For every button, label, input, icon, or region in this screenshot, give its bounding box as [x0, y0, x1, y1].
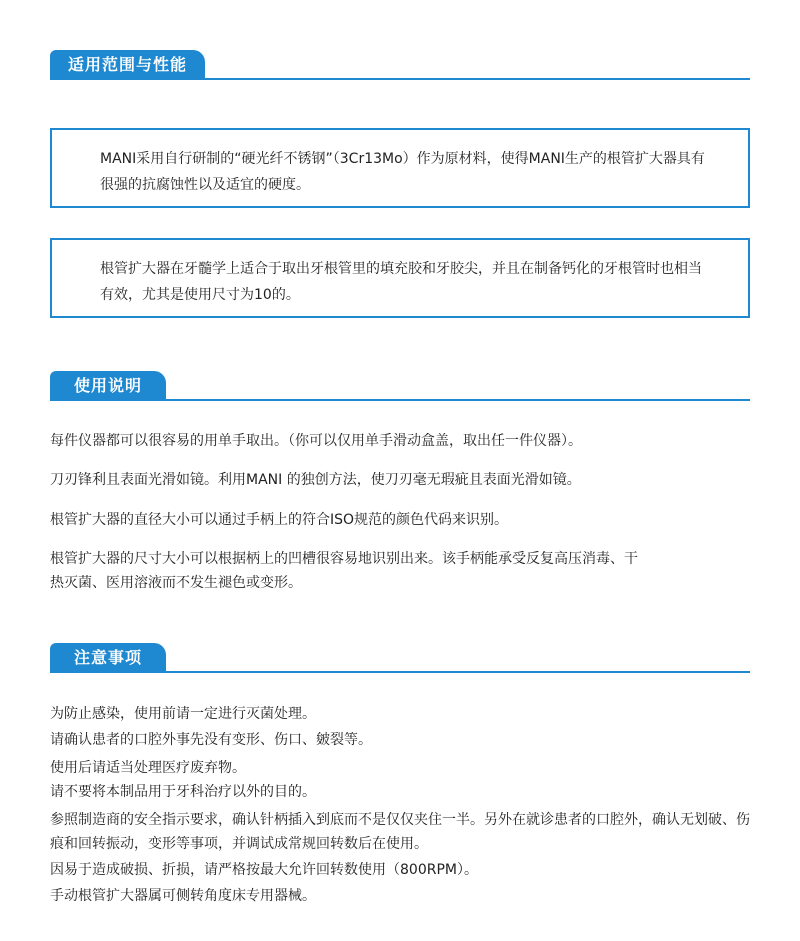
caution-item-7: 手动根管扩大器属可侧转角度床专用器械。: [50, 888, 316, 904]
scope-box-1: [50, 128, 750, 208]
caution-item-4: 请不要将本制品用于牙科治疗以外的目的。: [50, 784, 316, 800]
section-header-cautions: [50, 641, 750, 673]
scope-box-2-text: 根管扩大器在牙髓学上适合于取出牙根管里的填充胶和牙胶尖，并且在制备钙化的牙根管时也相当有效，尤其是使用尺寸为10的。: [100, 261, 702, 303]
caution-item-6: 因易于造成破损、折损，请严格按最大允许回转数使用（800RPM）。: [50, 862, 478, 878]
caution-item-3: 使用后请适当处理医疗废弃物。: [50, 760, 246, 776]
section-title-usage: 使用说明: [50, 371, 166, 401]
usage-item-2: 刀刃锋利且表面光滑如镜。利用MANI 的独创方法，使刀刃毫无瑕疵且表面光滑如镜。: [50, 472, 581, 488]
scope-box-2: [50, 238, 750, 318]
section-title-cautions: 注意事项: [50, 643, 166, 673]
usage-item-1: 每件仪器都可以很容易的用单手取出。（你可以仅用单手滑动盒盖，取出任一件仪器）。: [50, 433, 582, 449]
section-header-usage: [50, 369, 750, 401]
caution-item-1: 为防止感染，使用前请一定进行灭菌处理。: [50, 706, 316, 722]
caution-item-2: 请确认患者的口腔外事先没有变形、伤口、皴裂等。: [50, 732, 372, 748]
caution-item-5: 参照制造商的安全指示要求，确认针柄插入到底而不是仅仅夹住一半。另外在就诊患者的口腔外，确认无划破、伤痕和回转振动，变形等事项，并调试成常规回转数后在使用。: [50, 812, 750, 852]
section-title-scope: 适用范围与性能: [50, 50, 205, 80]
usage-item-3: 根管扩大器的直径大小可以通过手柄上的符合ISO规范的颜色代码来识别。: [50, 512, 509, 528]
section-header-scope: [50, 48, 750, 80]
scope-box-1-text: MANI采用自行研制的“硬光纤不锈钢”（3Cr13Mo）作为原材料，使得MANI生产的根管扩大器具有很强的抗腐蚀性以及适宜的硬度。: [100, 151, 705, 193]
usage-item-4: 根管扩大器的尺寸大小可以根据柄上的凹槽很容易地识别出来。该手柄能承受反复高压消毒、干热灭菌、医用溶液而不发生褪色或变形。: [50, 551, 638, 591]
